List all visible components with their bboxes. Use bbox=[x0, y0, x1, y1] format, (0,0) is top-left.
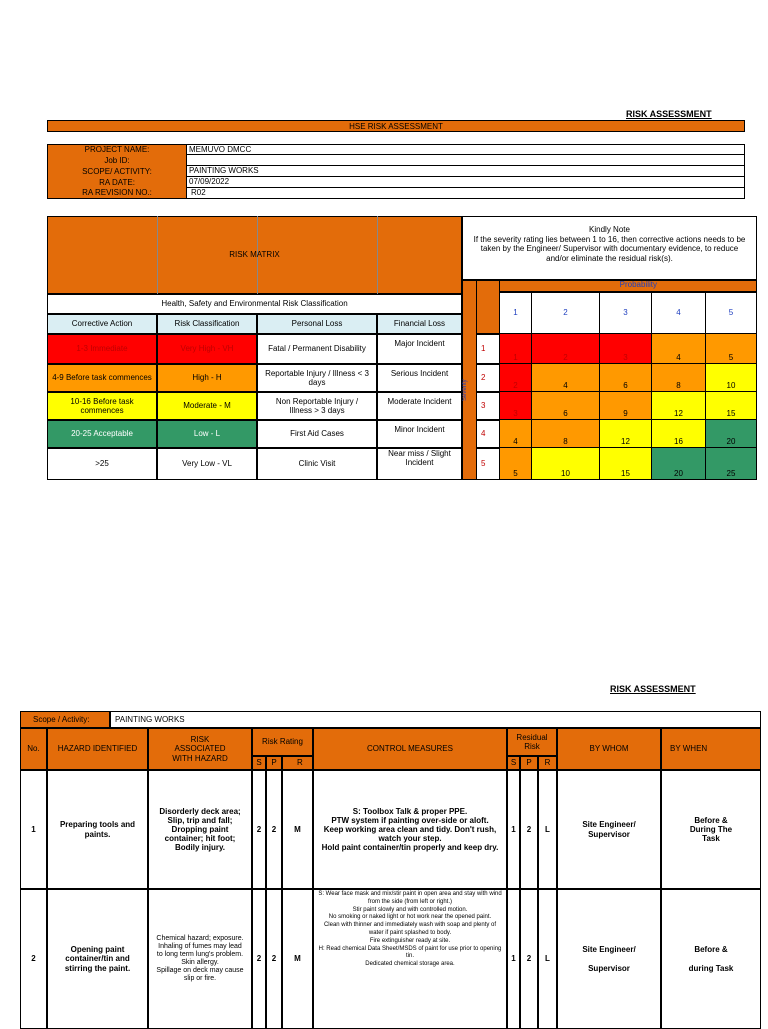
row-rp: 2 bbox=[520, 770, 538, 889]
scope-activity-value: PAINTING WORKS bbox=[110, 711, 761, 728]
matrix-cell: 12 bbox=[600, 420, 652, 448]
row3-class: Moderate - M bbox=[157, 392, 257, 420]
row1-class: Very High - VH bbox=[157, 334, 257, 364]
row-r: M bbox=[282, 889, 313, 1029]
row3-action: 10-16 Before task commences bbox=[47, 392, 157, 420]
matrix-cell: 4 bbox=[532, 364, 600, 392]
severity-value: 4 bbox=[477, 420, 500, 448]
matrix-cell: 20 bbox=[706, 420, 757, 448]
col-by-when: BY WHEN bbox=[661, 728, 761, 770]
probability-value: 3 bbox=[600, 292, 652, 334]
row4-financial: Minor Incident bbox=[377, 420, 462, 448]
row-s: 2 bbox=[252, 770, 266, 889]
severity-value: 3 bbox=[477, 392, 500, 420]
header-corrective-action: Corrective Action bbox=[47, 314, 157, 334]
probability-label: Probability bbox=[619, 280, 657, 289]
matrix-cell: 16 bbox=[652, 420, 706, 448]
row-by-when: Before & During The Task bbox=[661, 770, 761, 889]
matrix-corner bbox=[477, 280, 500, 334]
matrix-cell: 15 bbox=[706, 392, 757, 420]
matrix-cell: 12 bbox=[652, 392, 706, 420]
matrix-cell: 20 bbox=[652, 448, 706, 480]
row-no: 1 bbox=[20, 770, 47, 889]
row-control: S: Toolbox Talk & proper PPE. PTW system if painting over-side or aloft. Keep working area clean and tidy. Don't rush, watch your step. Hold paint container/tin properly and keep dry. bbox=[313, 770, 507, 889]
row2-personal: Reportable Injury / Illness < 3 days bbox=[257, 364, 377, 392]
col-risk-rating: Risk Rating bbox=[252, 728, 313, 756]
row-p: 2 bbox=[266, 889, 282, 1029]
matrix-cell: 3 bbox=[500, 392, 532, 420]
ra-revision-value: R02 bbox=[186, 188, 745, 199]
row5-financial: Near miss / Slight Incident bbox=[377, 448, 462, 480]
row-by-when: Before & during Task bbox=[661, 889, 761, 1029]
job-id-label: Job ID: bbox=[47, 155, 187, 166]
probability-value: 4 bbox=[652, 292, 706, 334]
project-name-label: PROJECT NAME: bbox=[47, 144, 187, 155]
note-text: If the severity rating lies between 1 to 16, then corrective actions needs to be taken by the Engineer/ Supervisor with documentary evidence, to reduce and/or eliminate the residual risk(s). bbox=[473, 234, 746, 263]
row-rs: 1 bbox=[507, 770, 520, 889]
row-risk: Disorderly deck area; Slip, trip and fall; Dropping paint container; hit foot; Bodily injury. bbox=[148, 770, 252, 889]
row1-action: 1-3 Immediate bbox=[47, 334, 157, 364]
matrix-cell: 3 bbox=[600, 334, 652, 364]
severity-value: 5 bbox=[477, 448, 500, 480]
col-no: No. bbox=[20, 728, 47, 770]
scope-value: PAINTING WORKS bbox=[186, 166, 745, 177]
row2-class: High - H bbox=[157, 364, 257, 392]
col-s: S bbox=[252, 756, 266, 770]
row-hazard: Preparing tools and paints. bbox=[47, 770, 148, 889]
row2-action: 4-9 Before task commences bbox=[47, 364, 157, 392]
row1-personal: Fatal / Permanent Disability bbox=[257, 334, 377, 364]
col-p: P bbox=[266, 756, 282, 770]
severity-label: Severity bbox=[462, 379, 468, 401]
header-personal-loss: Personal Loss bbox=[257, 314, 377, 334]
col-residual: Residual Risk bbox=[507, 728, 557, 756]
project-name-value: MEMUVO DMCC bbox=[186, 144, 745, 155]
matrix-cell: 6 bbox=[600, 364, 652, 392]
matrix-cell: 25 bbox=[706, 448, 757, 480]
matrix-cell: 5 bbox=[500, 448, 532, 480]
col-rs: S bbox=[507, 756, 520, 770]
matrix-cell: 6 bbox=[532, 392, 600, 420]
row-rp: 2 bbox=[520, 889, 538, 1029]
col-rr: R bbox=[538, 756, 557, 770]
row-by-whom: Site Engineer/ Supervisor bbox=[557, 889, 661, 1029]
row-s: 2 bbox=[252, 889, 266, 1029]
col-hazard: HAZARD IDENTIFIED bbox=[47, 728, 148, 770]
note-title: Kindly Note bbox=[589, 225, 630, 234]
header-risk-classification: Risk Classification bbox=[157, 314, 257, 334]
row-hazard: Opening paint container/tin and stirring the paint. bbox=[47, 889, 148, 1029]
ra-date-label: RA DATE: bbox=[47, 177, 187, 188]
matrix-cell: 10 bbox=[532, 448, 600, 480]
row-r: M bbox=[282, 770, 313, 889]
header-financial-loss: Financial Loss bbox=[377, 314, 462, 334]
row-rr: L bbox=[538, 770, 557, 889]
matrix-cell: 2 bbox=[532, 334, 600, 364]
classification-title: Health, Safety and Environmental Risk Classification bbox=[47, 294, 462, 314]
matrix-cell: 4 bbox=[652, 334, 706, 364]
row-by-whom: Site Engineer/ Supervisor bbox=[557, 770, 661, 889]
matrix-cell: 4 bbox=[500, 420, 532, 448]
job-id-value bbox=[186, 155, 745, 166]
matrix-cell: 8 bbox=[652, 364, 706, 392]
ra-date-value: 07/09/2022 bbox=[186, 177, 745, 188]
matrix-cell: 5 bbox=[706, 334, 757, 364]
row5-personal: Clinic Visit bbox=[257, 448, 377, 480]
page1-heading: RISK ASSESSMENT bbox=[626, 109, 712, 119]
scope-activity-label: Scope / Activity: bbox=[20, 711, 110, 728]
col-control: CONTROL MEASURES bbox=[313, 728, 507, 770]
matrix-cell: 15 bbox=[600, 448, 652, 480]
row-control: S: Wear face mask and mix/stir paint in open area and stay with wind from the side (from left or right.) Stir paint slowly and with controlled motion. No smoking or naked light or hot work near the opened paint. Clean with thinner and immediately wash with soap and plenty of water if paint splashed to body. Fire extinguisher ready at site. H: Read chemical Data Sheet/MSDS of paint for use prior to opening tin. Dedicated chemical storage area. bbox=[313, 889, 507, 1029]
row5-action: >25 bbox=[47, 448, 157, 480]
page2-heading: RISK ASSESSMENT bbox=[610, 684, 696, 694]
row4-class: Low - L bbox=[157, 420, 257, 448]
row-no: 2 bbox=[20, 889, 47, 1029]
row2-financial: Serious Incident bbox=[377, 364, 462, 392]
hse-banner: HSE RISK ASSESSMENT bbox=[47, 120, 745, 132]
matrix-cell: 2 bbox=[500, 364, 532, 392]
matrix-cell: 9 bbox=[600, 392, 652, 420]
col-rp: P bbox=[520, 756, 538, 770]
row-risk: Chemical hazard; exposure. Inhaling of fumes may lead to long term lung's problem. Skin allergy. Spillage on deck may cause slip or fire. bbox=[148, 889, 252, 1029]
row-rr: L bbox=[538, 889, 557, 1029]
kindly-note-box bbox=[462, 216, 757, 280]
probability-value: 5 bbox=[706, 292, 757, 334]
col-by-whom: BY WHOM bbox=[557, 728, 661, 770]
probability-value: 1 bbox=[500, 292, 532, 334]
row1-financial: Major Incident bbox=[377, 334, 462, 364]
row3-financial: Moderate Incident bbox=[377, 392, 462, 420]
row-rs: 1 bbox=[507, 889, 520, 1029]
scope-label: SCOPE/ ACTIVITY: bbox=[47, 166, 187, 177]
matrix-cell: 8 bbox=[532, 420, 600, 448]
row4-action: 20-25 Acceptable bbox=[47, 420, 157, 448]
matrix-cell: 10 bbox=[706, 364, 757, 392]
ra-revision-label: RA REVISION NO.: bbox=[47, 188, 187, 199]
row3-personal: Non Reportable Injury / Illness > 3 days bbox=[257, 392, 377, 420]
row5-class: Very Low - VL bbox=[157, 448, 257, 480]
row-p: 2 bbox=[266, 770, 282, 889]
probability-value: 2 bbox=[532, 292, 600, 334]
risk-matrix-title: RISK MATRIX bbox=[229, 250, 280, 259]
row4-personal: First Aid Cases bbox=[257, 420, 377, 448]
col-risk: RISK ASSOCIATED WITH HAZARD bbox=[148, 728, 252, 770]
col-r: R bbox=[282, 756, 313, 770]
severity-value: 1 bbox=[477, 334, 500, 364]
matrix-cell: 1 bbox=[500, 334, 532, 364]
severity-value: 2 bbox=[477, 364, 500, 392]
